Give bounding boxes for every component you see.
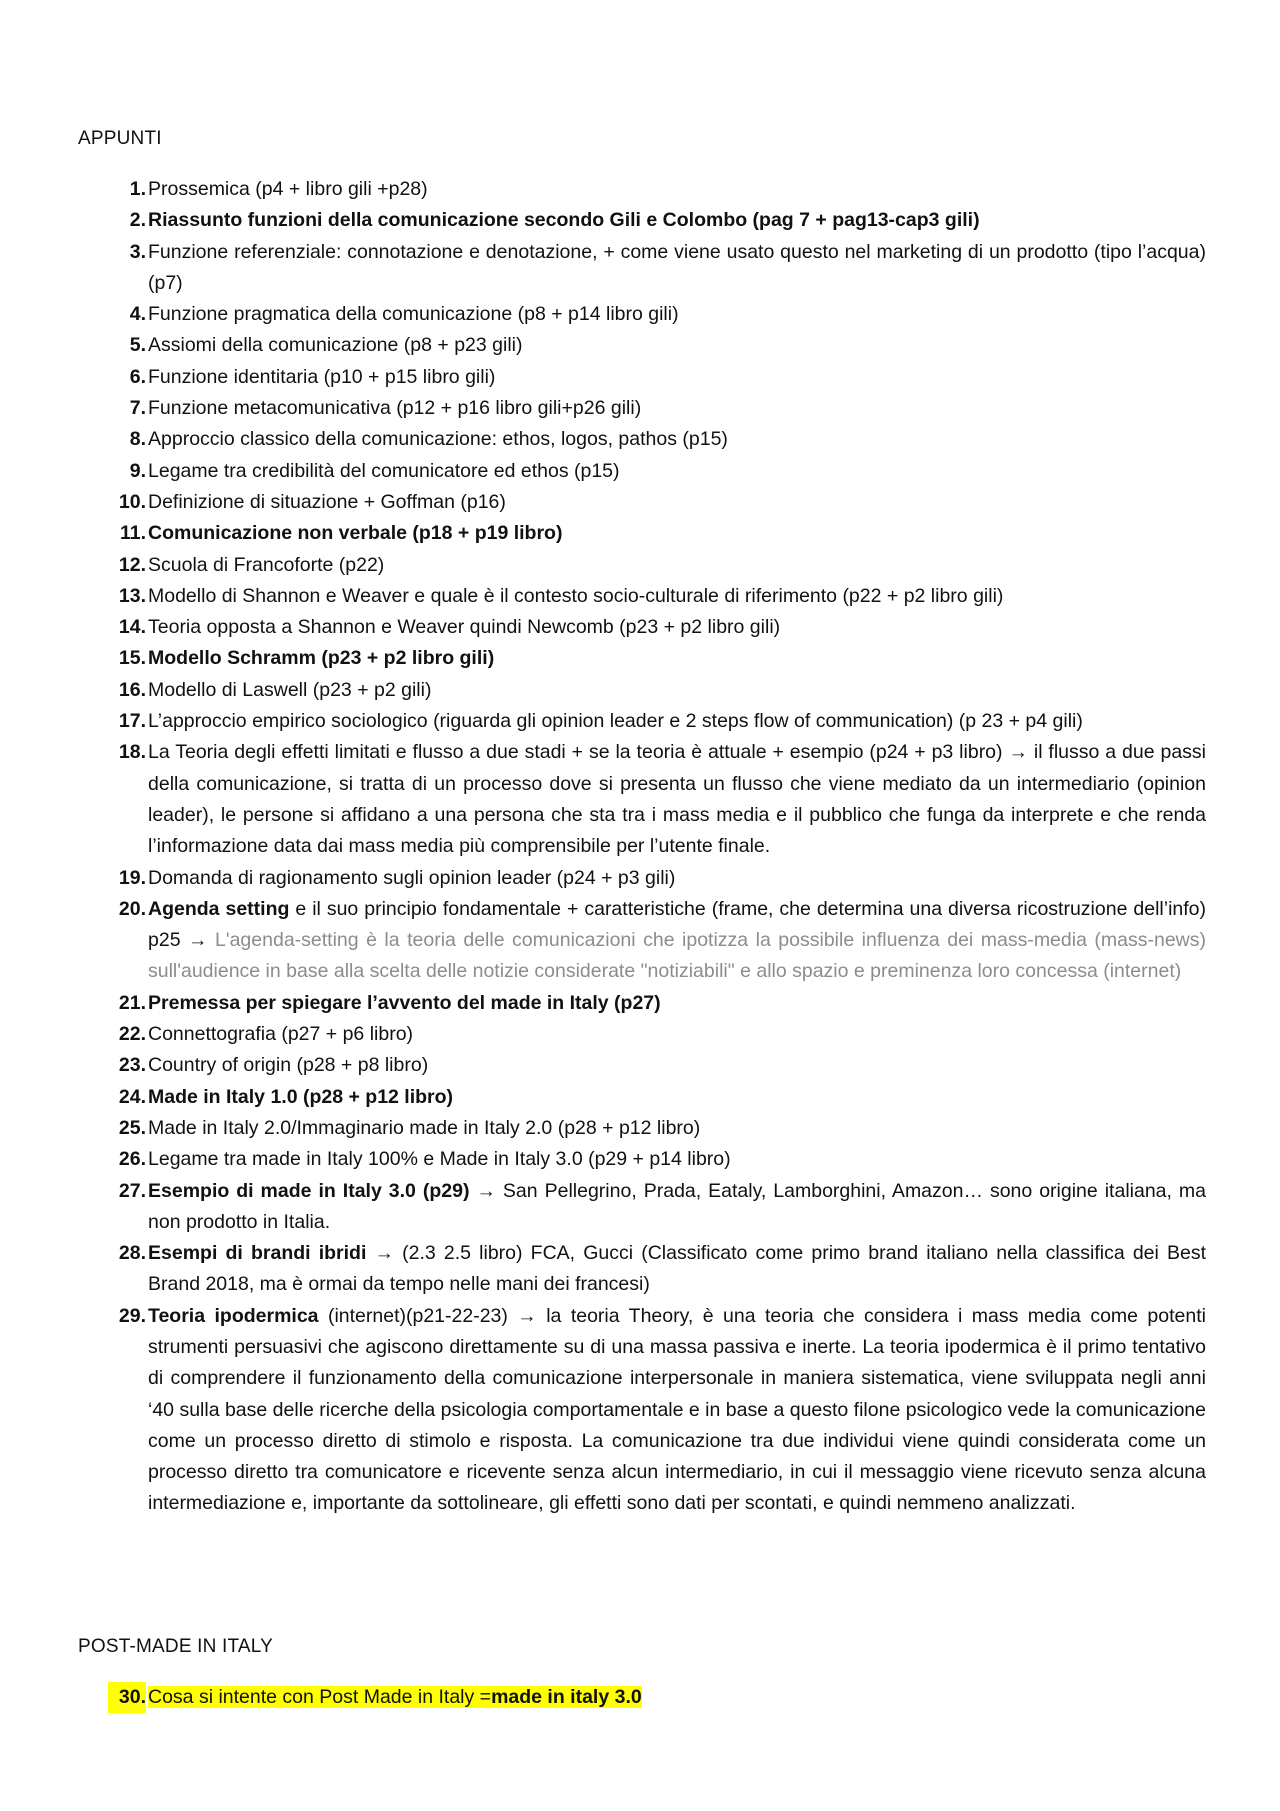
list-item: 17 . L’approccio empirico sociologico (riguarda gli opinion leader e 2 steps flow of communication) (p 23 + p4 gili): [78, 706, 1206, 737]
list-item: 4 . Funzione pragmatica della comunicazione (p8 + p14 libro gili): [78, 299, 1206, 330]
list-item: 13 . Modello di Shannon e Weaver e quale è il contesto socio-culturale di riferimento (p22 + p2 libro gili): [78, 581, 1206, 612]
list-item: 28 . Esempi di brandi ibridi → (2.3 2.5 libro) FCA, Gucci (Classificato come primo brand italiano nella classifica dei Best Brand 2018, ma è ormai da tempo nelle mani dei francesi): [78, 1238, 1206, 1301]
list-item: 14 . Teoria opposta a Shannon e Weaver quindi Newcomb (p23 + p2 libro gili): [78, 612, 1206, 643]
section-title-post-made-in-italy: POST-MADE IN ITALY: [78, 1636, 274, 1657]
list-item: 18 . La Teoria degli effetti limitati e flusso a due stadi + se la teoria è attuale + esempio (p24 + p3 libro) → il flusso a due passi della comunicazione, si tratta di un processo dove si presenta un flusso che viene mediato da un intermediario (opinion leader), le persone si affidano a una persona che sta tra i mass media e il pubblico che funga da interprete e che renda l’informazione data dai mass media più comprensibile per l’utente finale.: [78, 737, 1206, 862]
arrow-right-icon: →: [469, 1179, 496, 1202]
list-item: 27 . Esempio di made in Italy 3.0 (p29) → San Pellegrino, Prada, Eataly, Lamborghini, Amazon… sono origine italiana, ma non prodotto in Italia.: [78, 1176, 1206, 1239]
list-item: 5 . Assiomi della comunicazione (p8 + p23 gili): [78, 330, 1206, 361]
list-item: 6 . Funzione identitaria (p10 + p15 libro gili): [78, 362, 1206, 393]
list-item: 29 . Teoria ipodermica (internet)(p21-22-23) → la teoria Theory, è una teoria che considera i mass media come potenti strumenti persuasivi che agiscono direttamente su di una massa passiva e inerte. La teoria ipodermica è il primo tentativo di comprendere il funzionamento della comunicazione interpersonale in maniera sistematica, viene sviluppata negli anni ‘40 sulla base delle ricerche della psicologia comportamentale e in base a questo filone psicologico vede la comunicazione come un processo diretto di stimolo e risposta. La comunicazione tra due individui viene quindi considerata come un processo diretto tra comunicatore e ricevente senza alcun intermediario, in cui il messaggio viene ricevuto senza alcuna intermediazione e, importante da sottolineare, gli effetti sono dati per scontati, e quindi nemmeno analizzati.: [78, 1301, 1206, 1520]
list-item: 7 . Funzione metacomunicativa (p12 + p16 libro gili+p26 gili): [78, 393, 1206, 424]
section-title-appunti: APPUNTI: [78, 128, 162, 149]
list-item: 9 . Legame tra credibilità del comunicatore ed ethos (p15): [78, 456, 1206, 487]
list-item: 15 . Modello Schramm (p23 + p2 libro gili): [78, 643, 1206, 674]
list-item: 20 . Agenda setting e il suo principio fondamentale + caratteristiche (frame, che determina una diversa ricostruzione dell’info) p25 → L'agenda-setting è la teoria delle comunicazioni che ipotizza la possibile influenza dei mass-media (mass-news) sull'audience in base alla scelta delle notizie considerate "notiziabili" e allo spazio e preminenza loro concessa (internet): [78, 894, 1206, 988]
list-item: 24 . Made in Italy 1.0 (p28 + p12 libro): [78, 1082, 1206, 1113]
arrow-right-icon: →: [517, 1304, 537, 1327]
list-item-highlighted: 30 . Cosa si intente con Post Made in Italy =made in italy 3.0: [78, 1682, 1206, 1713]
list-item: 11 . Comunicazione non verbale (p18 + p19 libro): [78, 518, 1206, 549]
arrow-right-icon: →: [366, 1242, 395, 1265]
list-item: 3 . Funzione referenziale: connotazione e denotazione, + come viene usato questo nel marketing di un prodotto (tipo l’acqua) (p7): [78, 237, 1206, 300]
list-item: 16 . Modello di Laswell (p23 + p2 gili): [78, 675, 1206, 706]
arrow-right-icon: →: [188, 929, 208, 952]
arrow-right-icon: →: [1008, 741, 1028, 764]
post-made-in-italy-list: [78, 1682, 1206, 1713]
list-item: 12 . Scuola di Francoforte (p22): [78, 550, 1206, 581]
list-item: 8 . Approccio classico della comunicazione: ethos, logos, pathos (p15): [78, 424, 1206, 455]
list-item: 21 . Premessa per spiegare l’avvento del made in Italy (p27): [78, 988, 1206, 1019]
list-item: 25 . Made in Italy 2.0/Immaginario made in Italy 2.0 (p28 + p12 libro): [78, 1113, 1206, 1144]
list-item: 23 . Country of origin (p28 + p8 libro): [78, 1050, 1206, 1081]
list-item: 1 . Prossemica (p4 + libro gili +p28): [78, 174, 1206, 205]
list-item: 19 . Domanda di ragionamento sugli opinion leader (p24 + p3 gili): [78, 863, 1206, 894]
list-item: 26 . Legame tra made in Italy 100% e Made in Italy 3.0 (p29 + p14 libro): [78, 1144, 1206, 1175]
notes-list: [78, 174, 1206, 1520]
list-item: 10 . Definizione di situazione + Goffman (p16): [78, 487, 1206, 518]
list-item: 2 . Riassunto funzioni della comunicazione secondo Gili e Colombo (pag 7 + pag13-cap3 gili): [78, 205, 1206, 236]
list-item: 22 . Connettografia (p27 + p6 libro): [78, 1019, 1206, 1050]
